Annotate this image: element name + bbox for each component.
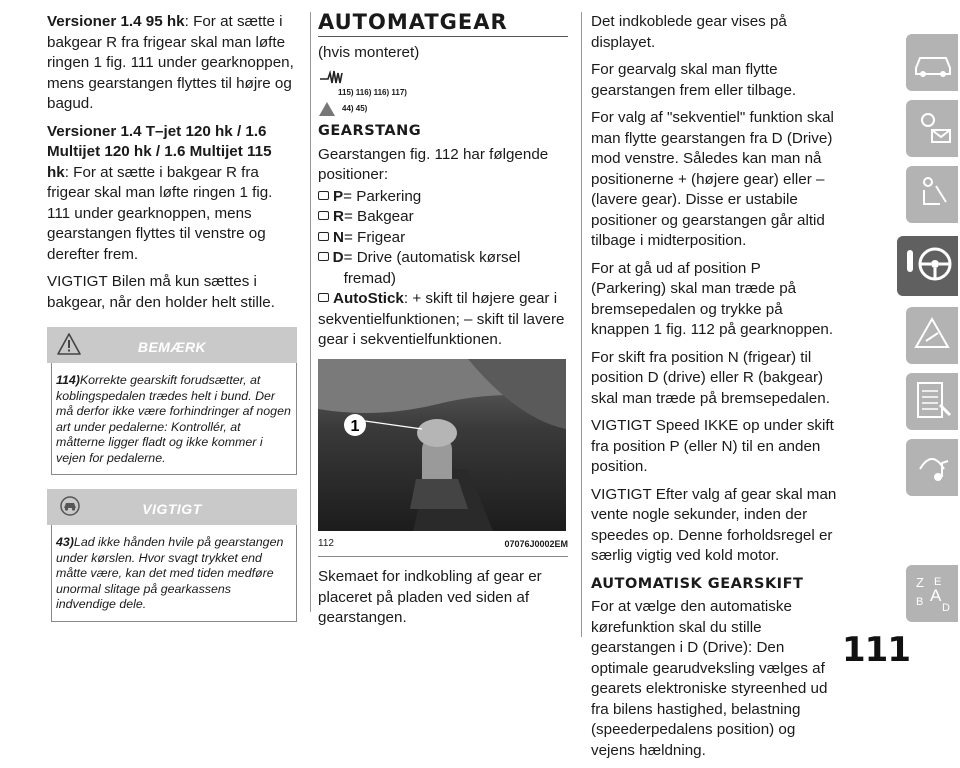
paragraph: Det indkoblede gear vises på displayet. (591, 13, 787, 51)
paragraph: VIGTIGT Efter valg af gear skal man vente nogle sekunder, inden der speedes op. Denne forholdsregel er særlig vigtig ved kold motor. (591, 485, 837, 564)
bullet-icon (318, 211, 329, 220)
maintenance-checklist-icon (912, 379, 954, 423)
paragraph: For gearvalg skal man flytte gearstangen frem eller tilbage. (591, 61, 797, 99)
paragraph-vigtigt-bakgear: VIGTIGT Bilen må kun sættes i bakgear, når den holder helt stille. (47, 273, 275, 311)
section-heading: AUTOMATGEAR (318, 12, 568, 37)
paragraph: For at vælge den automatiske kørefunktion skal du stille gearstangen i D (Drive): Den optimale gearudveksling vælges af gearets elektroniske styreenhed ud fra bilens hastighed, belastning (speederpedalens position) og vejens hældning. (591, 598, 828, 759)
note-body-vigtigt: 43)Lad ikke hånden hvile på gearstangen under kørslen. Hvor svagt trykket end måtte være, kan det med tiden medføre unormal slitage på gearkassens indvendige dele. (51, 525, 297, 622)
note-title: BEMÆRK (137, 339, 207, 355)
gear-item: N = Frigear (318, 228, 568, 249)
emergency-icon (912, 313, 954, 357)
gear-lever-photo (318, 359, 566, 531)
column-divider (310, 12, 311, 612)
multimedia-icon (912, 445, 954, 489)
reference-row (318, 101, 568, 117)
note-title: VIGTIGT (142, 501, 202, 517)
tab-emergency[interactable] (906, 307, 958, 364)
paragraph: For at gå ud af position P (Parkering) skal man træde på bremsepedalen og trykke på knappen 1 fig. 112 på gearknoppen. (591, 259, 834, 338)
note-header-vigtigt (47, 489, 297, 525)
column-2 (318, 12, 568, 636)
warning-triangle-icon (318, 101, 336, 117)
figure-caption: 112 07076J0002EM (318, 531, 568, 558)
paragraph: VIGTIGT Speed IKKE op under skift fra position P (eller N) til en anden position. (591, 417, 834, 475)
svg-text:E: E (934, 576, 942, 588)
reference-row (318, 67, 568, 85)
tab-maintenance[interactable] (906, 373, 958, 430)
tab-multimedia[interactable] (906, 439, 958, 496)
references-2: 44) 45) (342, 104, 368, 113)
references-1: 115) 116) 116) 117) (338, 88, 407, 97)
photo-callout-label: 1 (350, 417, 360, 435)
gear-item: P = Parkering (318, 187, 568, 208)
note-body-bemaerk: 114)Korrekte gearskift forudsætter, at koblingspedalen trædes helt i bund. Der må derfor ikke være forhindringer af nogen art under pedalerne: Kontrollér, at måtterne ligger fladt og ikke kommer i vejen for pedalerne. (51, 363, 297, 475)
subsection-heading: GEARSTANG (318, 123, 422, 139)
tab-warning-lights[interactable] (906, 100, 958, 157)
note-header-bemaerk (47, 327, 297, 363)
bullet-icon (318, 232, 329, 241)
svg-text:Z: Z (916, 575, 924, 590)
svg-text:D: D (942, 602, 950, 614)
subsection-heading: AUTOMATISK GEARSKIFT (591, 575, 804, 592)
warning-lights-icon (912, 106, 954, 150)
bullet-icon (318, 191, 329, 200)
autostick-text: AutoStick: + skift til højere gear i sekventielfunktionen; – skift til lavere gear i sekventielfunktionen. (318, 290, 565, 348)
paragraph-95hk: Versioner 1.4 95 hk: For at sætte i bakgear R fra frigear skal man løfte ringen 1 fig. 111 under gearknoppen, mens gearstangen flyttes til højre og bagud. (47, 13, 294, 112)
index-icon (912, 571, 954, 615)
paragraph-skemaet: Skemaet for indkobling af gear er placeret på pladen ved siden af gearstangen. (318, 568, 542, 626)
paragraph: For valg af "sekventiel" funktion skal man flytte gearstangen fra D (Drive) mod venstre. Således kan man nå positionerne + (højere gear) eller – (lavere gear). Disse er ustabile positioner og gearstangen går altid tilbage i midterposition. (591, 109, 834, 249)
subtitle: (hvis monteret) (318, 43, 420, 61)
gear-lever-illustration (318, 359, 566, 531)
column-3 (591, 12, 838, 768)
gear-list (318, 187, 568, 290)
tab-safety[interactable] (906, 166, 958, 223)
paragraph: For skift fra position N (frigear) til position D (drive) eller R (bakgear) skal man træde på bremsepedalen. (591, 348, 830, 407)
car-icon (912, 40, 954, 84)
page-number: 111 (842, 630, 910, 670)
intro-text: Gearstangen fig. 112 har følgende positioner: (318, 145, 549, 183)
seat-airbag-icon (912, 172, 954, 216)
tab-car[interactable] (906, 34, 958, 91)
bullet-icon (318, 293, 329, 302)
key-steering-wheel-icon (903, 242, 955, 288)
tab-index[interactable] (906, 565, 958, 622)
column-divider (581, 12, 582, 637)
gear-item: D = Drive (automatisk kørsel fremad) (318, 248, 568, 289)
gear-item: R = Bakgear (318, 207, 568, 228)
column-1 (47, 12, 297, 622)
hand-icon (318, 67, 350, 85)
paragraph-tjet: Versioner 1.4 T–jet 120 hk / 1.6 Multijet 120 hk / 1.6 Multijet 115 hk: For at sætte i bakgear R fra frigear skal man løfte ringen 1 fig. 111 under gearknoppen, mens gearstangen flyttes til venstre og derefter frem. (47, 122, 273, 263)
svg-text:B: B (916, 596, 924, 608)
svg-text:A: A (930, 586, 942, 605)
bullet-icon (318, 252, 329, 261)
tab-starting-driving[interactable] (897, 236, 958, 296)
